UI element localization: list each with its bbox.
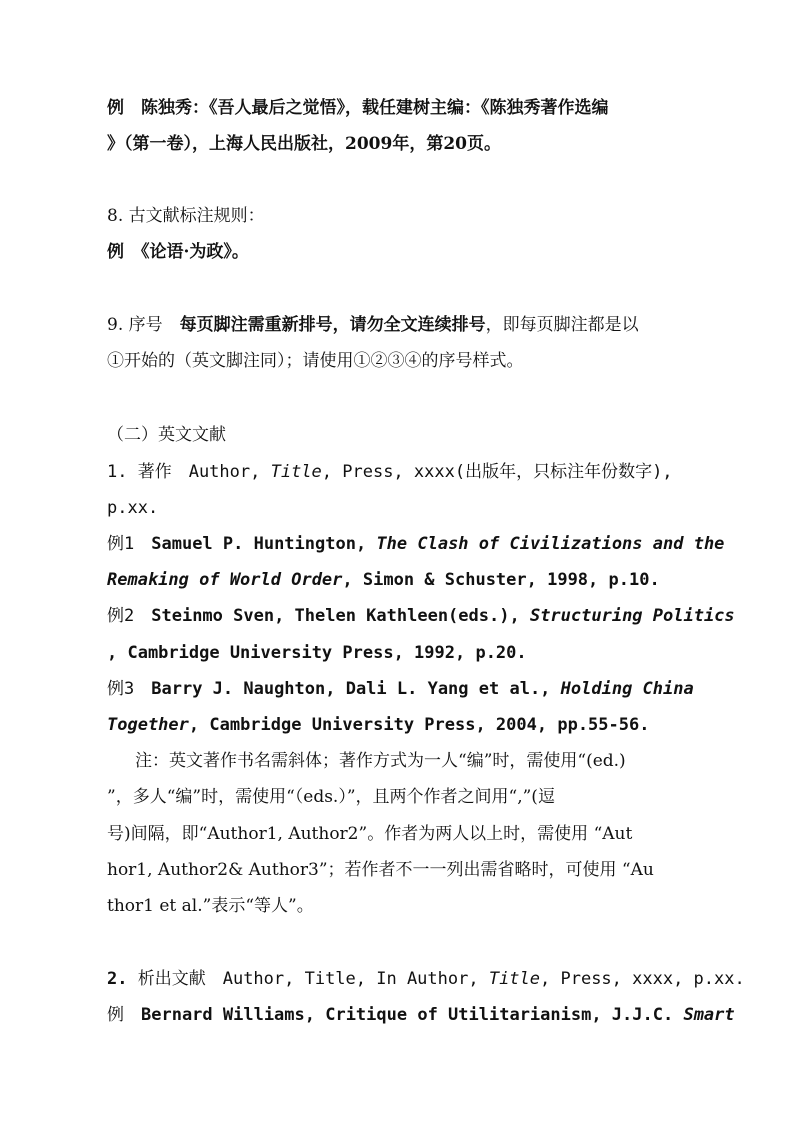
item2-head-pre: 析出文献 Author, Title, In Author, — [127, 969, 489, 989]
item2-number: 2. — [107, 969, 128, 989]
item2-ex-label: 例 — [107, 1005, 141, 1025]
example-1-cont — [107, 569, 660, 591]
rule8-heading: 8. 古文献标注规则： — [107, 206, 265, 226]
rule9-rest: ，即每页脚注都是以 — [485, 315, 639, 335]
item1-head-post: , Press, xxxx(出版年，只标注年份数字), — [321, 462, 673, 482]
ex3-title-cont: Together — [107, 715, 189, 735]
item2-heading — [107, 968, 745, 990]
example-1 — [107, 533, 724, 555]
ex3-author: Barry J. Naughton, Dali L. Yang et al., — [151, 679, 561, 699]
item1-heading — [107, 461, 673, 483]
item2-ex-text: Bernard Williams, Critique of Utilitarianism, J.J.C. — [141, 1005, 684, 1025]
example-2-cont: , Cambridge University Press, 1992, p.20. — [107, 643, 527, 663]
item1-head-pre: 1. 著作 Author, — [107, 462, 271, 482]
ex1-author: Samuel P. Huntington, — [151, 534, 377, 554]
note-line: hor1, Author2& Author3”；若作者不一一列出需省略时，可使用 “Au — [107, 860, 654, 880]
section-heading: （二）英文文献 — [107, 425, 226, 445]
item1-heading-cont: p.xx. — [107, 498, 159, 518]
ex3-rest: , Cambridge University Press, 2004, pp.55-56. — [188, 715, 650, 735]
item2-head-post: , Press, xxxx, p.xx. — [540, 969, 745, 989]
ex1-title-cont: Remaking of World Order — [107, 570, 343, 590]
ex2-title: Structuring Politics — [529, 606, 735, 626]
rule9-line — [107, 314, 639, 336]
example-line: 例 陈独秀：《吾人最后之觉悟》，载任建树主编：《陈独秀著作选编 — [107, 98, 609, 118]
ex2-author: Steinmo Sven, Thelen Kathleen(eds.), — [151, 606, 530, 626]
item2-example — [107, 1004, 735, 1026]
rule9-line2: ①开始的（英文脚注同）；请使用①②③④的序号样式。 — [107, 351, 524, 371]
ex3-title: Holding China — [560, 679, 694, 699]
ex1-rest: , Simon & Schuster, 1998, p.10. — [342, 570, 660, 590]
rule9-emphasis: 每页脚注需重新排号，请勿全文连续排号 — [179, 315, 486, 335]
ex1-title: The Clash of Civilizations and the — [376, 534, 725, 554]
example-3-cont — [107, 714, 649, 736]
note-line: thor1 et al.”表示“等人”。 — [107, 896, 314, 916]
example-line: 》（第一卷），上海人民出版社，2009年，第20页。 — [107, 134, 501, 154]
rule9-label: 9. 序号 — [107, 315, 180, 335]
example-2 — [107, 605, 735, 627]
ex1-label: 例1 — [107, 534, 152, 554]
example-3 — [107, 678, 694, 700]
note-line: ”，多人“编”时，需使用“（eds.）”，且两个作者之间用“,”(逗 — [107, 787, 555, 807]
note-line: 号)间隔，即“Author1, Author2”。作者为两人以上时，需使用 “Aut — [107, 824, 633, 844]
ex2-label: 例2 — [107, 606, 152, 626]
ex3-label: 例3 — [107, 679, 152, 699]
rule8-example: 例 《论语·为政》。 — [107, 242, 249, 262]
item1-head-title: Title — [270, 462, 322, 482]
note-line: 注：英文著作书名需斜体；著作方式为一人“编”时，需使用“(ed.) — [135, 751, 626, 771]
item2-ex-italic: Smart — [683, 1005, 735, 1025]
item2-head-title: Title — [488, 969, 541, 989]
